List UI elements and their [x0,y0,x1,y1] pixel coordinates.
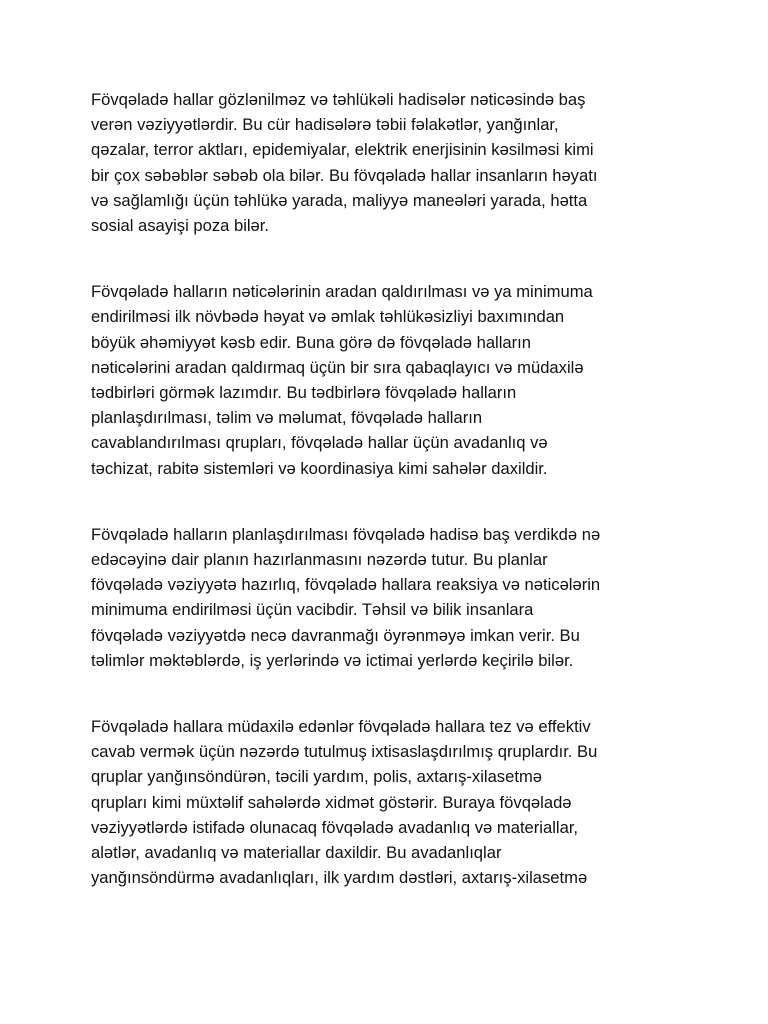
document-page [91,87,691,890]
paragraph-1: Fövqəladə hallar gözlənilməz və təhlükəli hadisələr nəticəsində baş verən vəziyyətlərdir. Bu cür hadisələrə təbii fəlakətlər, yanğınlar, qəzalar, terror aktları, epidemiyalar, elektrik enerjisinin kəsilməsi kimi bir çox səbəblər səbəb ola bilər. Bu fövqəladə hallar insanların həyatı və sağlamlığı üçün təhlükə yarada, maliyyə maneələri yarada, hətta sosial asayişi poza bilər. [91,90,598,236]
paragraph-3: Fövqəladə halların planlaşdırılması fövqəladə hadisə baş verdikdə nə edəcəyinə dair planın hazırlanmasını nəzərdə tutur. Bu planlar fövqəladə vəziyyətə hazırlıq, fövqəladə hallara reaksiya və nəticələrin minimuma endirilməsi üçün vacibdir. Təhsil və bilik insanlara fövqəladə vəziyyətdə necə davranmağı öyrənməyə imkan verir. Bu təlimlər məktəblərdə, iş yerlərində və ictimai yerlərdə keçirilə bilər. [91,524,601,670]
paragraph-2: Fövqəladə halların nəticələrinin aradan qaldırılması və ya minimuma endirilməsi ilk növbədə həyat və əmlak təhlükəsizliyi baxımından böyük əhəmiyyət kəsb edir. Buna görə də fövqəladə halların nəticələrini aradan qaldırmaq üçün bir sıra qabaqlayıcı və müdaxilə tədbirləri görmək lazımdır. Bu tədbirlərə fövqəladə halların planlaşdırılması, təlim və məlumat, fövqəladə halların cavablandırılması qrupları, fövqəladə hallar üçün avadanlıq və təchizat, rabitə sistemləri və koordinasiya kimi sahələr daxildir. [91,282,593,478]
paragraph-4: Fövqəladə hallara müdaxilə edənlər fövqəladə hallara tez və effektiv cavab vermək üçün nəzərdə tutulmuş ixtisaslaşdırılmış qruplardır. Bu qruplar yanğınsöndürən, təcili yardım, polis, axtarış-xilasetmə qrupları kimi müxtəlif sahələrdə xidmət göstərir. Buraya fövqəladə vəziyyətlərdə istifadə olunacaq fövqəladə avadanlıq və materiallar, alətlər, avadanlıq və materiallar daxildir. Bu avadanlıqlar yanğınsöndürmə avadanlıqları, ilk yardım dəstləri, axtarış-xilasetmə [91,717,598,888]
